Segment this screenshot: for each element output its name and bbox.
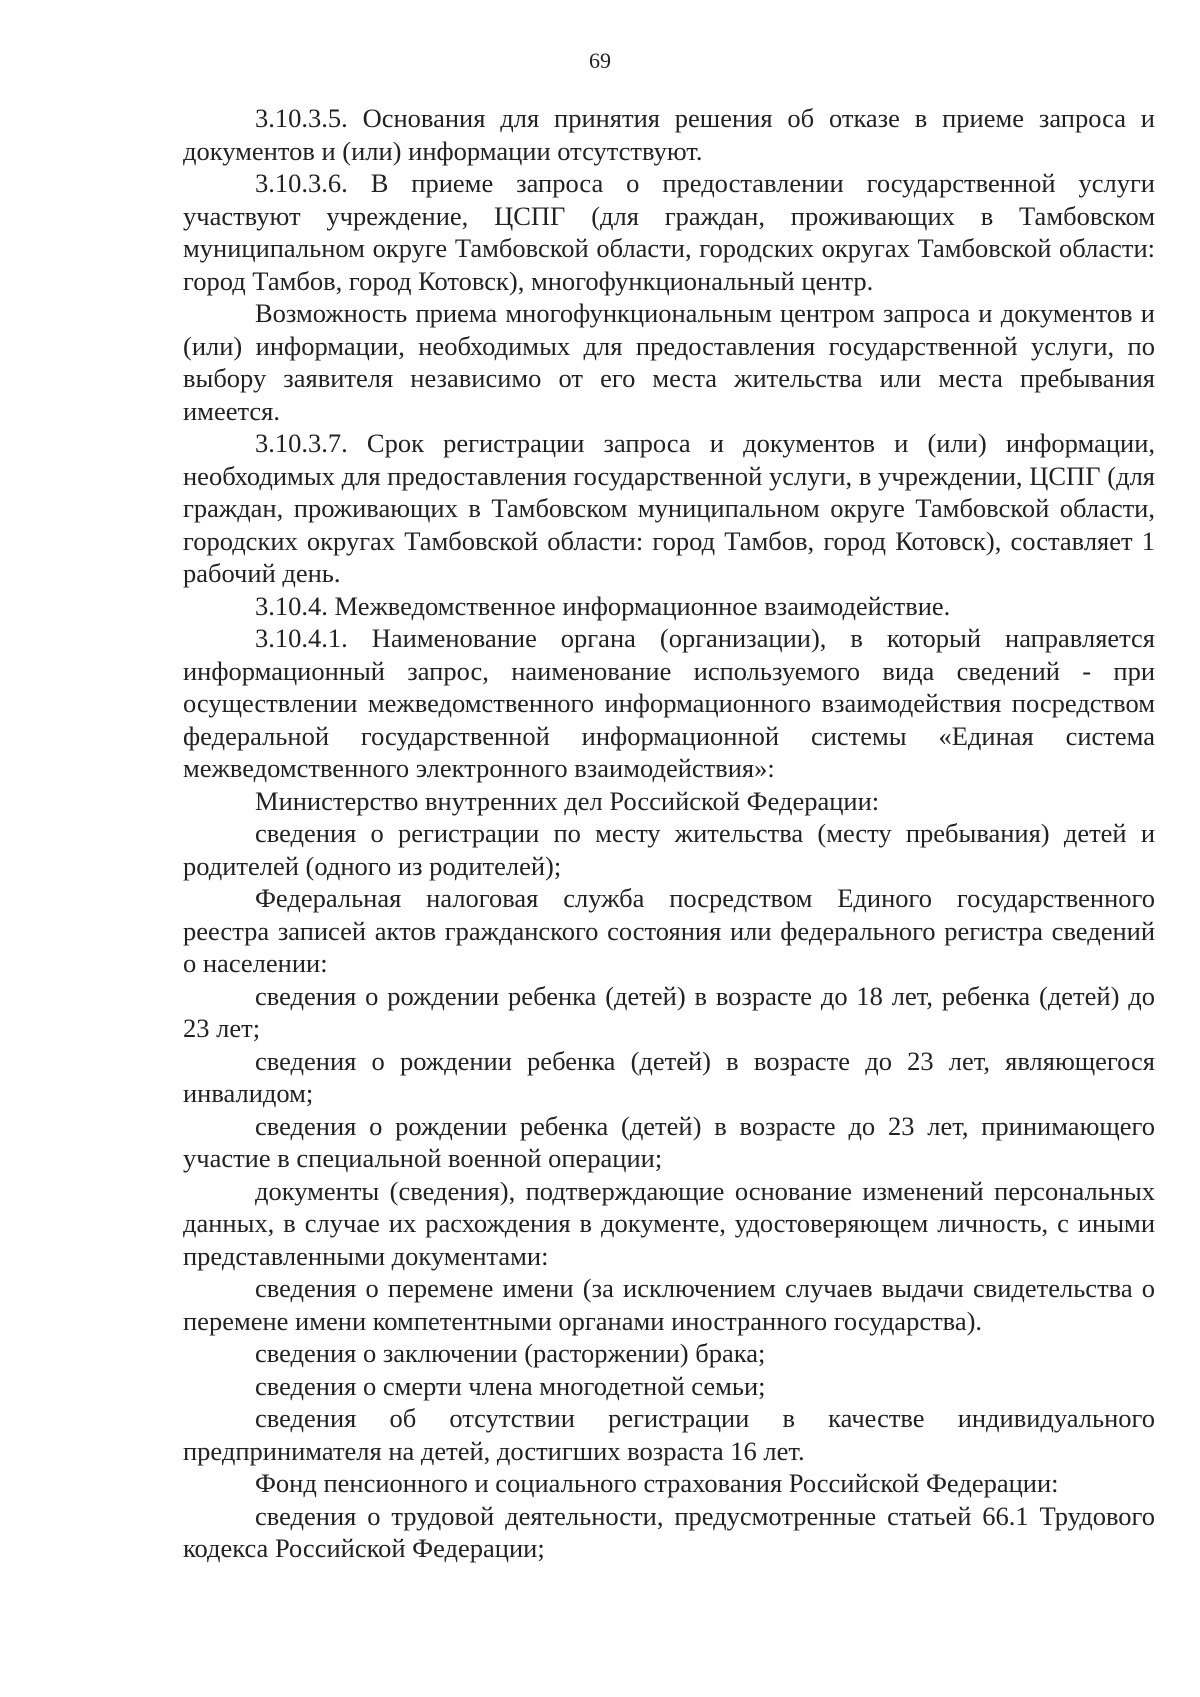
paragraph-name-change: сведения о перемене имени (за исключением случаев выдачи свидетельства о перемене имени компетентными органами иностранного государства). [183, 1273, 1155, 1336]
paragraph-birth-23-svo: сведения о рождении ребенка (детей) в возрасте до 23 лет, принимающего участие в специальной военной операции; [183, 1110, 1155, 1173]
page-number: 69 [589, 48, 611, 73]
paragraph-mvd: Министерство внутренних дел Российской Федерации: [255, 785, 880, 816]
paragraph-birth-18: сведения о рождении ребенка (детей) в возрасте до 18 лет, ребенка (детей) до 23 лет; [183, 980, 1155, 1043]
paragraph-labor-activity: сведения о трудовой деятельности, предусмотренные статьей 66.1 Трудового кодекса Российской Федерации; [183, 1500, 1155, 1563]
paragraph-death: сведения о смерти члена многодетной семьи; [255, 1370, 766, 1401]
paragraph-entrepreneur: сведения об отсутствии регистрации в качестве индивидуального предпринимателя на детей, достигших возраста 16 лет. [183, 1403, 1155, 1466]
paragraph-3-10-4-1: 3.10.4.1. Наименование органа (организации), в который направляется информационный запрос, наименование используемого вида сведений - при осуществлении межведомственного информационного взаимодействия посредством федеральной государственной информационной системы «Единая система межведомственного электронного взаимодействия»: [183, 623, 1155, 783]
paragraph-3-10-3-6: 3.10.3.6. В приеме запроса о предоставлении государственной услуги участвуют учреждение, ЦСПГ (для граждан, проживающих в Тамбовском муниципальном округе Тамбовской области, городских округах Тамбовской области: город Тамбов, город Котовск), многофункциональный центр. [183, 168, 1155, 296]
document-body [183, 102, 1155, 1565]
paragraph-mfc-possibility: Возможность приема многофункциональным центром запроса и документов и (или) информации, необходимых для предоставления государственной услуги, по выбору заявителя независимо от его места жительства или места пребывания имеется. [183, 298, 1155, 426]
paragraph-personal-data-docs: документы (сведения), подтверждающие основание изменений персональных данных, в случае их расхождения в документе, удостоверяющем личность, с иными представленными документами: [183, 1175, 1155, 1271]
paragraph-registration-info: сведения о регистрации по месту жительства (месту пребывания) детей и родителей (одного из родителей); [183, 818, 1155, 881]
paragraph-birth-23-disabled: сведения о рождении ребенка (детей) в возрасте до 23 лет, являющегося инвалидом; [183, 1045, 1155, 1108]
paragraph-sfr: Фонд пенсионного и социального страхования Российской Федерации: [255, 1468, 1059, 1498]
paragraph-fns: Федеральная налоговая служба посредством Единого государственного реестра записей актов гражданского состояния или федерального регистра сведений о населении: [183, 883, 1155, 978]
paragraph-3-10-3-7: 3.10.3.7. Срок регистрации запроса и документов и (или) информации, необходимых для предоставления государственной услуги, в учреждении, ЦСПГ (для граждан, проживающих в Тамбовском муниципальном округе Тамбовской области, городских округах Тамбовской области: город Тамбов, город Котовск), составляет 1 рабочий день. [183, 428, 1155, 588]
paragraph-3-10-3-5: 3.10.3.5. Основания для принятия решения об отказе в приеме запроса и документов и (или) информации отсутствуют. [183, 103, 1155, 166]
paragraph-3-10-4: 3.10.4. Межведомственное информационное взаимодействие. [255, 590, 951, 621]
paragraph-marriage: сведения о заключении (расторжении) брака; [255, 1338, 766, 1368]
